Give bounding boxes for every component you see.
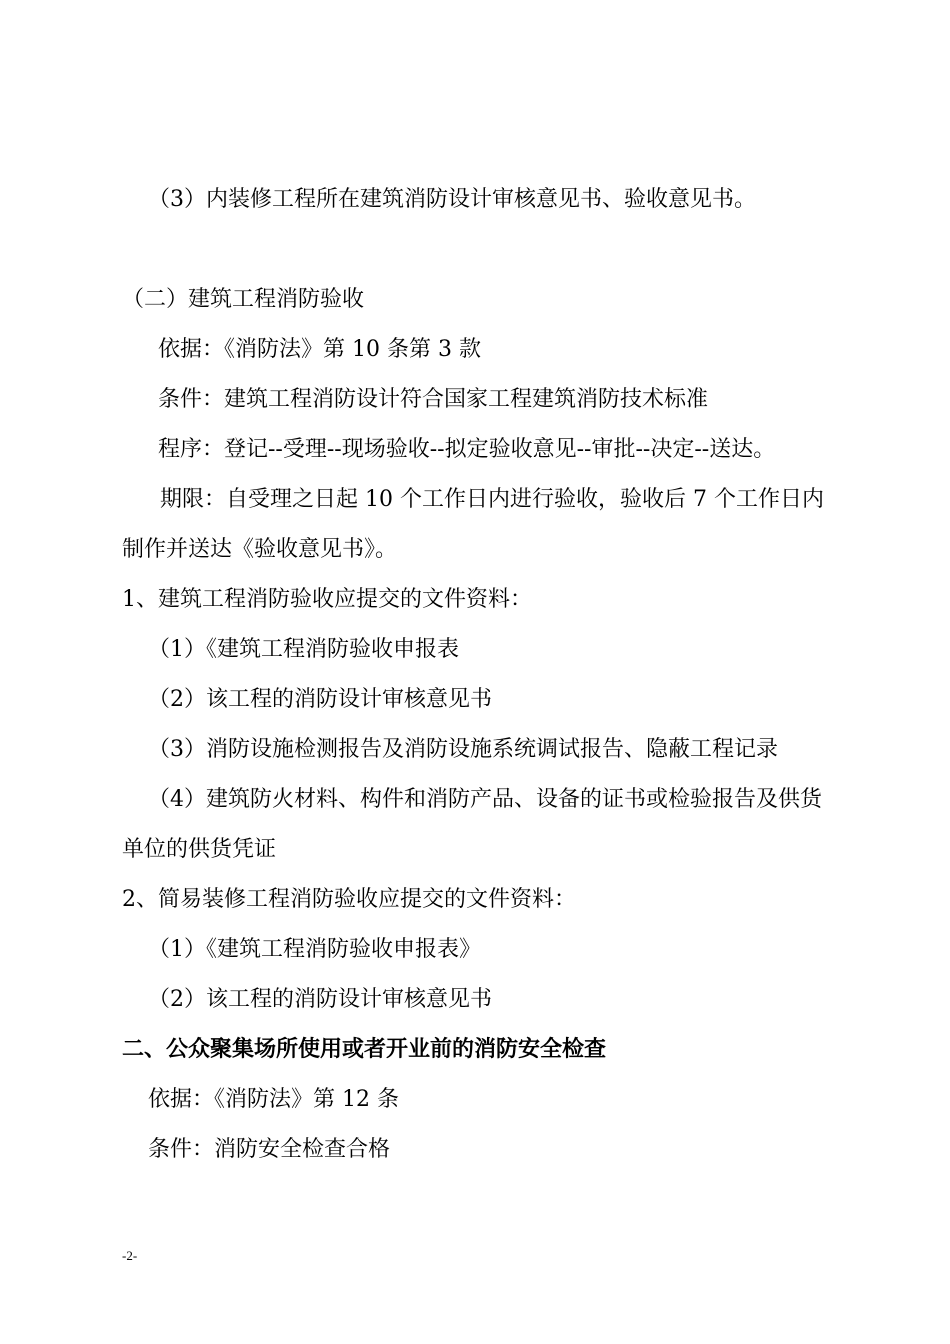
paragraph: 依据：《消防法》第 10 条第 3 款 bbox=[158, 337, 481, 362]
paragraph: 条件：建筑工程消防设计符合国家工程建筑消防技术标准 bbox=[158, 387, 709, 412]
paragraph: 条件：消防安全检查合格 bbox=[148, 1137, 391, 1162]
list-item: （3）内装修工程所在建筑消防设计审核意见书、验收意见书。 bbox=[148, 187, 756, 212]
list-heading: 2、简易装修工程消防验收应提交的文件资料： bbox=[122, 887, 576, 912]
list-item: （1）《建筑工程消防验收申报表 bbox=[148, 637, 459, 662]
paragraph: 依据：《消防法》第 12 条 bbox=[148, 1087, 399, 1112]
list-heading: 1、建筑工程消防验收应提交的文件资料： bbox=[122, 587, 532, 612]
paragraph: 制作并送达《验收意见书》。 bbox=[122, 537, 398, 562]
list-item: （4）建筑防火材料、构件和消防产品、设备的证书或检验报告及供货 bbox=[148, 787, 822, 812]
section-heading: （二）建筑工程消防验收 bbox=[122, 287, 365, 312]
chapter-heading: 二、公众聚集场所使用或者开业前的消防安全检查 bbox=[122, 1037, 607, 1062]
list-item: （2）该工程的消防设计审核意见书 bbox=[148, 987, 492, 1012]
list-item: （3）消防设施检测报告及消防设施系统调试报告、隐蔽工程记录 bbox=[148, 737, 778, 762]
list-item: 单位的供货凭证 bbox=[122, 837, 277, 862]
paragraph: 期限：自受理之日起 10 个工作日内进行验收，验收后 7 个工作日内 bbox=[160, 487, 824, 512]
paragraph: 程序：登记--受理--现场验收--拟定验收意见--审批--决定--送达。 bbox=[158, 437, 776, 462]
list-item: （1）《建筑工程消防验收申报表》 bbox=[148, 937, 481, 962]
list-item: （2）该工程的消防设计审核意见书 bbox=[148, 687, 492, 712]
page-number: -2- bbox=[122, 1248, 138, 1263]
